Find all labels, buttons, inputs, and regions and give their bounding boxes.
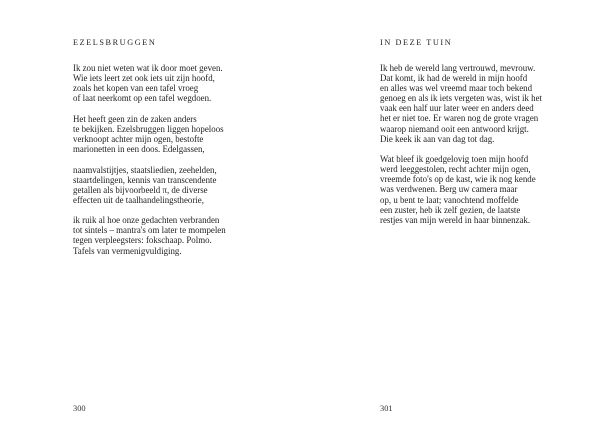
poem-line: vaak een half uur later weer en anders deed (380, 103, 534, 114)
poem-line: ik ruik al hoe onze gedachten verbranden (73, 215, 220, 226)
poem-line: Ik zou niet weten wat ik door moet geven. (73, 63, 223, 73)
stanza (73, 165, 283, 205)
poem-line: te bekijken. Ezelsbruggen liggen hopeloos (73, 123, 224, 134)
poem-line: het er niet toe. Er waren nog de grote vragen (380, 113, 539, 124)
poem-line: naamvalstijtjes, staatsliedien, zeehelden, (73, 164, 217, 175)
poem-line: of laat neerkomt op een tafel wegdoen. (73, 93, 212, 104)
stanza (380, 154, 595, 225)
poem-line: tegen verpleegsters: fokschaap. Polmo. (73, 235, 212, 246)
poem-body (73, 63, 283, 266)
poem-line: genoeg en als ik iets vergeten was, wist ik het (380, 93, 543, 104)
poem-line: staartdelingen, kennis van transcendente (73, 174, 217, 185)
stanza (380, 63, 595, 144)
poem-line: restjes van mijn wereld in haar binnenzak. (380, 214, 531, 225)
poem-title: EZELSBRUGGEN (73, 38, 157, 47)
poem-line: verknoopt achter mijn ogen, bestofte (73, 133, 204, 144)
poem-line: was verdwenen. Berg uw camera maar (380, 184, 518, 195)
poem-title: IN DEZE TUIN (380, 38, 453, 47)
poem-line: getallen als bijvoorbeeld π, de diverse (73, 184, 208, 195)
poem-line: waarop niemand ooit een antwoord krijgt. (380, 123, 529, 134)
page-number: 301 (380, 404, 393, 413)
poem-line: Wie iets leert zet ook iets uit zijn hoofd, (73, 73, 215, 84)
poem-line: Tafels van vermenigvuldiging. (73, 245, 182, 256)
poem-line: werd leeggestolen, recht achter mijn ogen, (380, 164, 531, 175)
stanza (73, 114, 283, 154)
stanza (73, 215, 283, 255)
poem-line: vreemde foto's op de kast, wie ik nog kende (380, 174, 536, 185)
page-number: 300 (73, 404, 86, 413)
poem-body (380, 63, 595, 235)
poem-line: marionetten in een doos. Edelgassen, (73, 144, 205, 155)
poem-line: een zuster, heb ik zelf gezien, de laatste (380, 204, 521, 215)
poem-line: Dat komt, ik had de wereld in mijn hoofd (380, 73, 528, 84)
stanza (73, 63, 283, 103)
poem-line: en alles was wel vreemd maar toch bekend (380, 83, 533, 94)
poem-line: op, u bent te laat; vanochtend moffelde (380, 194, 519, 205)
poem-line: Ik heb de wereld lang vertrouwd, mevrouw. (380, 63, 536, 73)
poem-line: tot sintels – mantra's om later te mompelen (73, 225, 226, 236)
poem-line: effecten uit de taalhandelingstheorie, (73, 194, 204, 205)
poem-line: zoals het kopen van een tafel vroeg (73, 83, 199, 94)
poem-line: Die keek ik aan van dag tot dag. (380, 133, 495, 144)
right-page (300, 0, 600, 432)
poem-line: Wat bleef ik goedgelovig toen mijn hoofd (380, 154, 529, 165)
poem-line: Het heeft geen zin de zaken anders (73, 113, 197, 124)
